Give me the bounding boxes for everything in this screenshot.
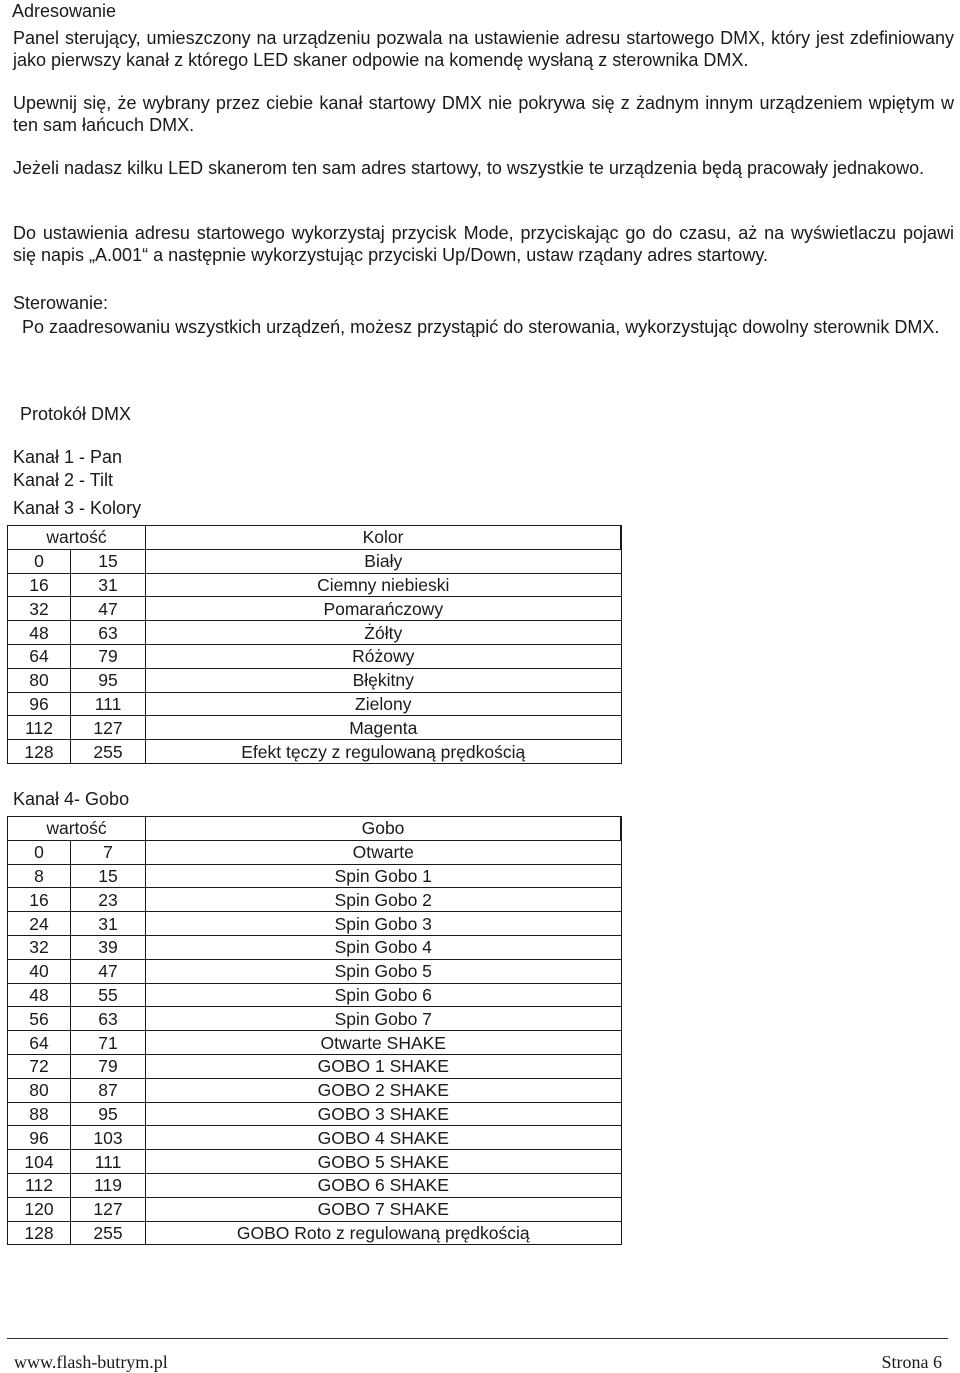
range-end-cell: 47 (71, 597, 146, 621)
range-end-cell: 15 (71, 864, 146, 888)
range-end-cell: 255 (71, 1221, 146, 1245)
name-cell: Spin Gobo 3 (146, 912, 621, 936)
table-row (8, 1102, 622, 1126)
value-header: wartość (8, 526, 146, 550)
name-cell: Pomarańczowy (146, 597, 621, 621)
table-row (8, 740, 622, 764)
channel-2-label: Kanał 2 - Tilt (13, 470, 114, 490)
table-row (8, 935, 622, 959)
footer-divider (7, 1338, 948, 1339)
range-start-cell: 128 (8, 740, 71, 764)
range-end-cell: 31 (71, 573, 146, 597)
paragraph-panel: Panel sterujący, umieszczony na urządzeniu pozwala na ustawienie adresu startowego DMX, który jest zdefiniowany jako pierwszy kanał z którego LED skaner odpowie na komendę wysłaną z sterownika DMX. (13, 28, 954, 70)
value-header: wartość (8, 817, 146, 841)
table-row (8, 668, 622, 692)
table-row (8, 1054, 622, 1078)
range-end-cell: 15 (71, 549, 146, 573)
table-row (8, 621, 622, 645)
range-start-cell: 0 (8, 549, 71, 573)
table-row (8, 1031, 622, 1055)
range-end-cell: 255 (71, 740, 146, 764)
range-end-cell: 47 (71, 959, 146, 983)
range-end-cell: 71 (71, 1031, 146, 1055)
range-end-cell: 7 (71, 840, 146, 864)
name-cell: GOBO Roto z regulowaną prędkością (146, 1221, 621, 1245)
range-start-cell: 32 (8, 935, 71, 959)
range-end-cell: 111 (71, 1150, 146, 1174)
range-start-cell: 56 (8, 1007, 71, 1031)
range-start-cell: 24 (8, 912, 71, 936)
channel-3-label: Kanał 3 - Kolory (13, 498, 142, 518)
table-row (8, 549, 622, 573)
paragraph-same-address: Jeżeli nadasz kilku LED skanerom ten sam adres startowy, to wszystkie te urządzenia będą pracowały jednakowo. (13, 158, 925, 178)
color-table (7, 525, 622, 764)
range-start-cell: 72 (8, 1054, 71, 1078)
name-cell: GOBO 7 SHAKE (146, 1197, 621, 1221)
section-heading-control: Sterowanie: (13, 293, 109, 313)
range-start-cell: 96 (8, 692, 71, 716)
range-start-cell: 40 (8, 959, 71, 983)
range-end-cell: 31 (71, 912, 146, 936)
gobo-table (7, 816, 622, 1245)
name-cell: Otwarte SHAKE (146, 1031, 621, 1055)
name-cell: Spin Gobo 1 (146, 864, 621, 888)
name-cell: GOBO 4 SHAKE (146, 1126, 621, 1150)
paragraph-mode-button: Do ustawienia adresu startowego wykorzystaj przycisk Mode, przyciskając go do czasu, aż na wyświetlaczu pojawi się napis „A.001“ a następnie wykorzystując przyciski Up/Down, ustaw rządany adres startowy. (13, 223, 954, 265)
range-end-cell: 127 (71, 1197, 146, 1221)
range-start-cell: 112 (8, 1173, 71, 1197)
range-start-cell: 112 (8, 716, 71, 740)
table-row (8, 1007, 622, 1031)
range-start-cell: 8 (8, 864, 71, 888)
name-cell: Efekt tęczy z regulowaną prędkością (146, 740, 621, 764)
table-row (8, 1173, 622, 1197)
range-start-cell: 16 (8, 573, 71, 597)
table-row (8, 912, 622, 936)
color-header: Kolor (146, 526, 621, 550)
range-start-cell: 64 (8, 644, 71, 668)
table-row (8, 1221, 622, 1245)
range-start-cell: 32 (8, 597, 71, 621)
range-start-cell: 48 (8, 983, 71, 1007)
range-start-cell: 64 (8, 1031, 71, 1055)
range-end-cell: 95 (71, 668, 146, 692)
range-end-cell: 103 (71, 1126, 146, 1150)
section-heading-addressing: Adresowanie (12, 1, 117, 21)
name-cell: Magenta (146, 716, 621, 740)
name-cell: GOBO 1 SHAKE (146, 1054, 621, 1078)
protocol-title: Protokół DMX (20, 404, 132, 424)
table-row (8, 1126, 622, 1150)
range-end-cell: 55 (71, 983, 146, 1007)
gobo-table-header (8, 817, 622, 841)
range-end-cell: 95 (71, 1102, 146, 1126)
color-table-header (8, 526, 622, 550)
footer-page-number: Strona 6 (881, 1352, 942, 1372)
range-end-cell: 127 (71, 716, 146, 740)
range-end-cell: 119 (71, 1173, 146, 1197)
name-cell: Błękitny (146, 668, 621, 692)
table-row (8, 597, 622, 621)
range-start-cell: 80 (8, 668, 71, 692)
name-cell: Spin Gobo 2 (146, 888, 621, 912)
range-end-cell: 63 (71, 1007, 146, 1031)
table-row (8, 1078, 622, 1102)
gobo-header: Gobo (146, 817, 621, 841)
table-row (8, 864, 622, 888)
range-start-cell: 128 (8, 1221, 71, 1245)
table-row (8, 983, 622, 1007)
name-cell: GOBO 5 SHAKE (146, 1150, 621, 1174)
range-end-cell: 79 (71, 644, 146, 668)
range-end-cell: 23 (71, 888, 146, 912)
range-end-cell: 111 (71, 692, 146, 716)
range-start-cell: 16 (8, 888, 71, 912)
name-cell: GOBO 6 SHAKE (146, 1173, 621, 1197)
name-cell: Różowy (146, 644, 621, 668)
range-start-cell: 104 (8, 1150, 71, 1174)
name-cell: Zielony (146, 692, 621, 716)
range-start-cell: 80 (8, 1078, 71, 1102)
table-row (8, 716, 622, 740)
name-cell: Otwarte (146, 840, 621, 864)
table-row (8, 1150, 622, 1174)
name-cell: Spin Gobo 5 (146, 959, 621, 983)
table-row (8, 644, 622, 668)
table-row (8, 573, 622, 597)
footer-website: www.flash-butrym.pl (14, 1352, 168, 1372)
range-end-cell: 79 (71, 1054, 146, 1078)
channel-4-label: Kanał 4- Gobo (13, 789, 130, 809)
range-start-cell: 120 (8, 1197, 71, 1221)
table-row (8, 959, 622, 983)
table-row (8, 840, 622, 864)
table-row (8, 888, 622, 912)
channel-1-label: Kanał 1 - Pan (13, 447, 123, 467)
table-row (8, 1197, 622, 1221)
name-cell: Żółty (146, 621, 621, 645)
range-start-cell: 0 (8, 840, 71, 864)
name-cell: Spin Gobo 7 (146, 1007, 621, 1031)
paragraph-start-channel: Upewnij się, że wybrany przez ciebie kanał startowy DMX nie pokrywa się z żadnym innym urządzeniem wpiętym w ten sam łańcuch DMX. (13, 93, 954, 135)
paragraph-control: Po zaadresowaniu wszystkich urządzeń, możesz przystąpić do sterowania, wykorzystując dowolny sterownik DMX. (22, 317, 940, 337)
table-row (8, 692, 622, 716)
name-cell: Ciemny niebieski (146, 573, 621, 597)
name-cell: GOBO 3 SHAKE (146, 1102, 621, 1126)
range-start-cell: 88 (8, 1102, 71, 1126)
name-cell: Biały (146, 549, 621, 573)
name-cell: Spin Gobo 4 (146, 935, 621, 959)
name-cell: GOBO 2 SHAKE (146, 1078, 621, 1102)
range-start-cell: 96 (8, 1126, 71, 1150)
range-end-cell: 87 (71, 1078, 146, 1102)
name-cell: Spin Gobo 6 (146, 983, 621, 1007)
range-start-cell: 48 (8, 621, 71, 645)
range-end-cell: 39 (71, 935, 146, 959)
range-end-cell: 63 (71, 621, 146, 645)
